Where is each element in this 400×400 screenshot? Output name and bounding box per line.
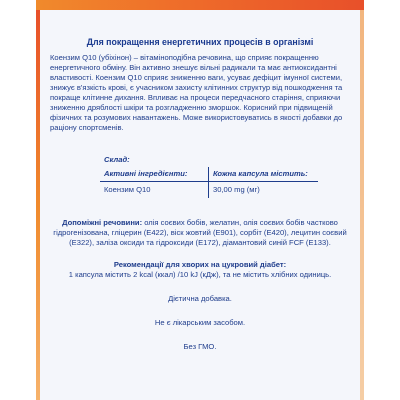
not-medicine-note: Не є лікарським засобом. — [154, 318, 246, 327]
col-header-ingredients: Активні інгредієнти: — [100, 167, 208, 182]
composition-grid — [100, 167, 318, 198]
product-description: Коензим Q10 (убіхінон) – вітаміноподібна речовина, що сприяє покращенню енергетичного обміну. Він активно знешує вільні радикали та має антиоксидантні властивості. Коензим Q10 сприяє зниженню ваги, усуває дефіцит імунної системи, знижує в'язкість крові, є учасником захисту клітинних структур від пошкодження та покраще клітинне дихання. Впливає на процеси передчасного старіння, сприяючи зниженню дряблості шкіри та розгладженню зморшок. Корисний при підвищеній фізичних та розумових навантажень. Може використовуватись в якості добавки до раціону спортсменів. — [50, 53, 343, 132]
left-orange-stripe — [36, 10, 40, 400]
auxiliary-ingredients — [50, 218, 350, 248]
package-top-flap — [36, 0, 364, 10]
ingredient-amount: 30,00 mg (мг) — [208, 182, 318, 198]
composition-table — [100, 155, 318, 198]
no-gmo-note: Без ГМО. — [183, 342, 217, 351]
package-text — [44, 13, 356, 352]
diabetes-recommendation — [50, 260, 350, 280]
col-header-per-capsule: Кожна капсула містить: — [208, 167, 318, 182]
dietary-note: Дієтична добавка. — [168, 294, 232, 303]
auxiliary-text: олія соєвих бобів, желатин, олія соєвих бобів частково гідрогенізована, гліцерин (E422), віск жовтий (E901), сорбіт (E420), лецитин соєвий (E322), заліза оксиди та гідроксиди (E172), діамантовий синій FCF (E133). — [53, 218, 347, 247]
right-orange-stripe — [360, 10, 364, 400]
ingredient-name: Коензим Q10 — [104, 185, 151, 194]
composition-title: Склад: — [104, 155, 130, 164]
recommendation-title: Рекомендації для хворих на цукровий діабет: — [113, 260, 287, 269]
auxiliary-label: Допоміжні речовини: — [62, 218, 143, 227]
section-heading: Для покращення енергетичних процесів в організмі — [86, 37, 314, 47]
recommendation-text: 1 капсула містить 2 kcal (ккал) /10 kJ (кДж), та не містить хлібних одиниць. — [68, 270, 332, 279]
